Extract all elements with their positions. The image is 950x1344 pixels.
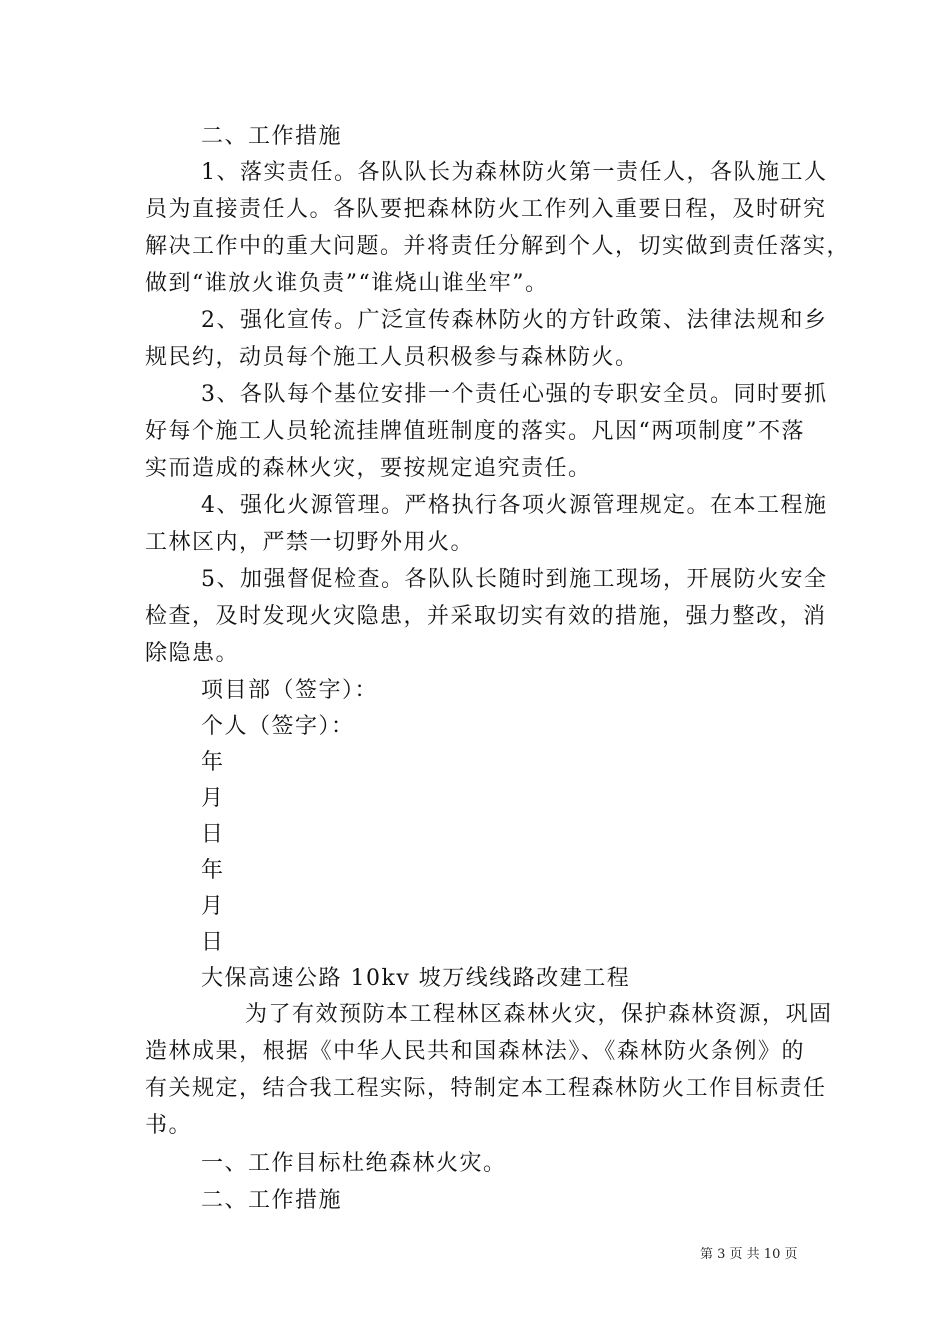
signature-line-project: 项目部（签字）： [201,678,379,703]
section-heading: 二、工作措施 [201,1188,343,1213]
paragraph-line: 实而造成的森林火灾，要按规定追究责任。 [145,456,592,481]
paragraph-line: 书。 [145,1113,193,1138]
paragraph-line: 2、强化宣传。广泛宣传森林防火的方针政策、法律法规和乡 [201,308,828,333]
paragraph-line: 有关规定，结合我工程实际，特制定本工程森林防火工作目标责任 [145,1076,827,1101]
date-month: 月 [201,786,225,811]
paragraph-line: 5、加强督促检查。各队队长随时到施工现场，开展防火安全 [201,567,828,592]
paragraph-line: 1、落实责任。各队队长为森林防火第一责任人，各队施工人 [201,160,828,185]
date-year: 年 [201,750,225,775]
paragraph-line: 为了有效预防本工程林区森林火灾，保护森林资源，巩固 [245,1002,833,1027]
section-heading: 一、工作目标杜绝森林火灾。 [201,1151,507,1176]
date-year: 年 [201,858,225,883]
signature-line-personal: 个人（签字）： [201,714,355,739]
project-title: 大保高速公路 10kv 坡万线线路改建工程 [201,966,631,991]
paragraph-line: 解决工作中的重大问题。并将责任分解到个人，切实做到责任落实， [145,234,851,259]
paragraph-line: 工林区内，严禁一切野外用火。 [145,530,475,555]
page-number: 第 3 页 共 10 页 [700,1247,798,1262]
paragraph-line: 检查，及时发现火灾隐患，并采取切实有效的措施，强力整改，消 [145,604,827,629]
paragraph-line: 规民约，动员每个施工人员积极参与森林防火。 [145,345,639,370]
paragraph-line: 除隐患。 [145,641,240,666]
paragraph-line: 做到“谁放火谁负责”“谁烧山谁坐牢”。 [145,271,549,296]
date-day: 日 [201,930,225,955]
paragraph-line: 员为直接责任人。各队要把森林防火工作列入重要日程，及时研究 [145,197,827,222]
paragraph-line: 3、各队每个基位安排一个责任心强的专职安全员。同时要抓 [201,382,828,407]
date-month: 月 [201,894,225,919]
date-day: 日 [201,822,225,847]
paragraph-line: 造林成果，根据《中华人民共和国森林法》、《森林防火条例》的 [145,1039,805,1064]
paragraph-line: 4、强化火源管理。严格执行各项火源管理规定。在本工程施 [201,493,828,518]
paragraph-line: 好每个施工人员轮流挂牌值班制度的落实。凡因“两项制度”不落 [145,419,805,444]
section-heading: 二、工作措施 [201,124,343,149]
